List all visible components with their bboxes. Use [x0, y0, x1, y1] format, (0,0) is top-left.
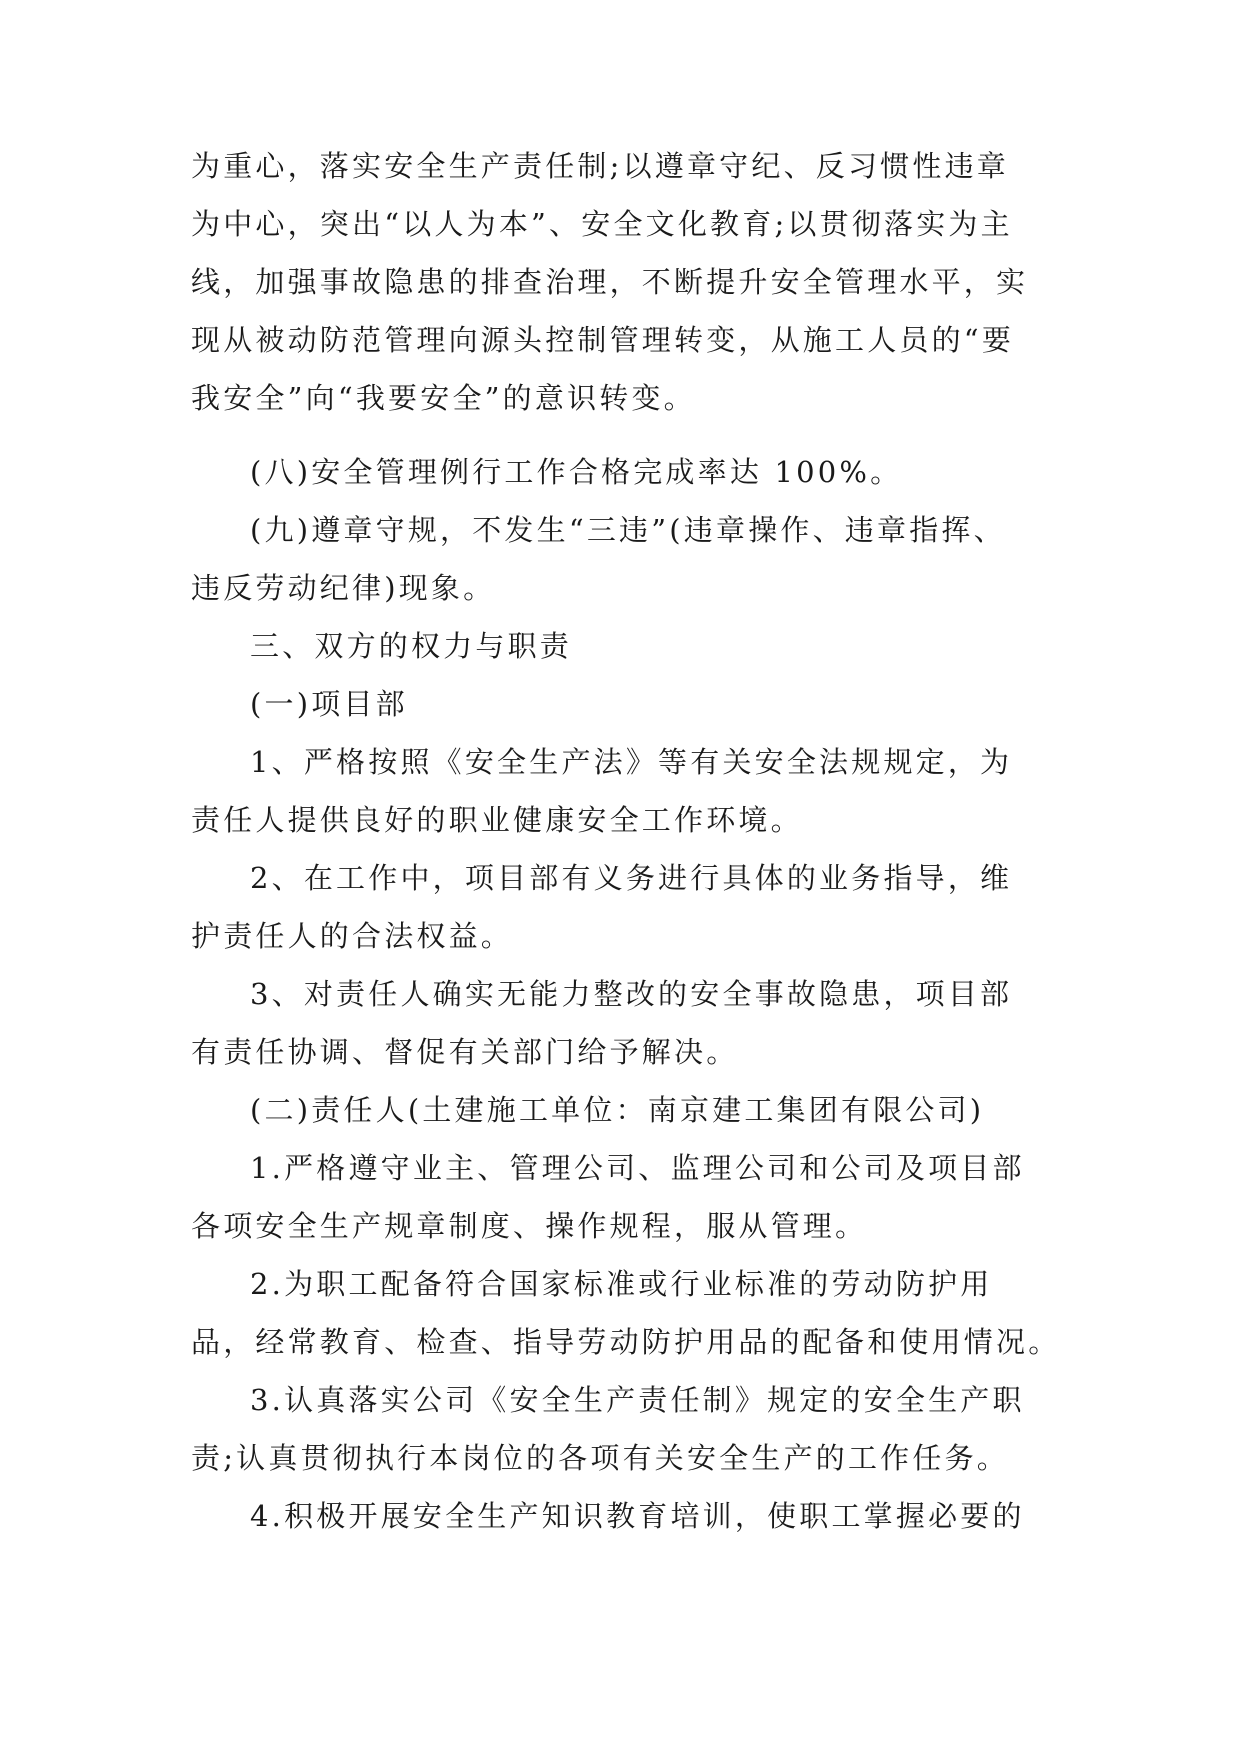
text-line-2: 为中心，突出“以人为本”、安全文化教育;以贯彻落实为主 — [191, 207, 1013, 241]
subsection-project-department: (一)项目部 — [250, 687, 408, 721]
text-line-1: 为重心，落实安全生产责任制;以遵章守纪、反习惯性违章 — [191, 149, 1009, 183]
text-line-23: 责;认真贯彻执行本岗位的各项有关安全生产的工作任务。 — [191, 1441, 1009, 1475]
text-line-21: 品，经常教育、检查、指导劳动防护用品的配备和使用情况。 — [191, 1325, 1061, 1359]
party-clause-1: 1.严格遵守业主、管理公司、监理公司和公司及项目部 — [250, 1151, 1025, 1185]
party-clause-4: 4.积极开展安全生产知识教育培训，使职工掌握必要的 — [250, 1499, 1025, 1533]
party-clause-2: 2.为职工配备符合国家标准或行业标准的劳动防护用 — [250, 1267, 993, 1301]
item-eight: (八)安全管理例行工作合格完成率达 100%。 — [250, 455, 903, 489]
text-line-19: 各项安全生产规章制度、操作规程，服从管理。 — [191, 1209, 868, 1243]
text-line-8: 违反劳动纪律)现象。 — [191, 571, 496, 605]
project-clause-3: 3、对责任人确实无能力整改的安全事故隐患，项目部 — [250, 977, 1013, 1011]
text-line-16: 有责任协调、督促有关部门给予解决。 — [191, 1035, 739, 1069]
project-clause-1: 1、严格按照《安全生产法》等有关安全法规规定，为 — [250, 745, 1013, 779]
text-line-5: 我安全”向“我要安全”的意识转变。 — [191, 381, 696, 415]
text-line-14: 护责任人的合法权益。 — [191, 919, 514, 953]
text-line-3: 线，加强事故隐患的排查治理，不断提升安全管理水平，实 — [191, 265, 1029, 299]
section-heading-three: 三、双方的权力与职责 — [250, 629, 573, 663]
party-clause-3: 3.认真落实公司《安全生产责任制》规定的安全生产职 — [250, 1383, 1025, 1417]
text-line-4: 现从被动防范管理向源头控制管理转变，从施工人员的“要 — [191, 323, 1015, 357]
item-nine: (九)遵章守规，不发生“三违”(违章操作、违章指挥、 — [250, 513, 1006, 547]
text-line-12: 责任人提供良好的职业健康安全工作环境。 — [191, 803, 803, 837]
project-clause-2: 2、在工作中，项目部有义务进行具体的业务指导，维 — [250, 861, 1013, 895]
subsection-responsible-party: (二)责任人(土建施工单位：南京建工集团有限公司) — [250, 1093, 985, 1127]
